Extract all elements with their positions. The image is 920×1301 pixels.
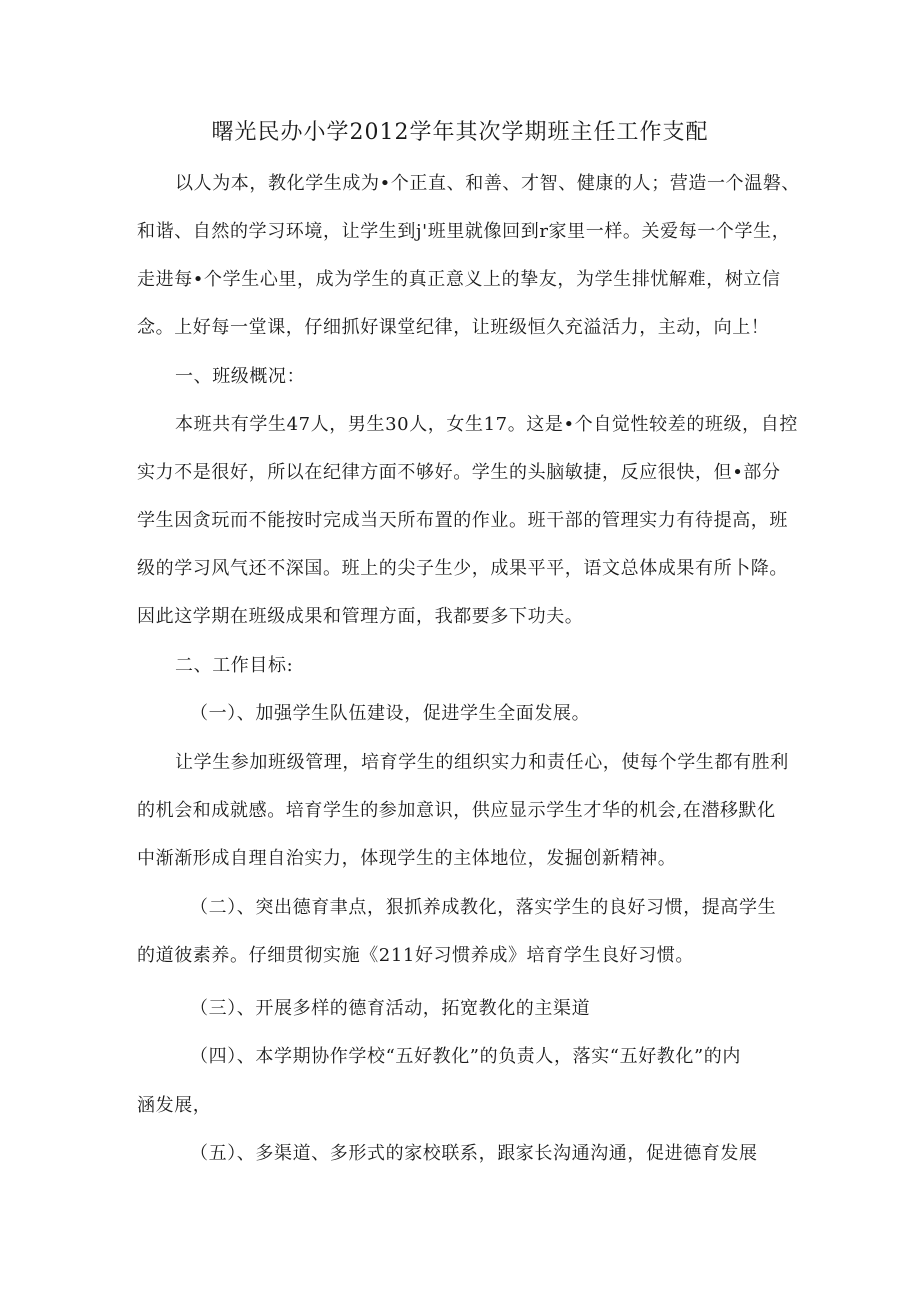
- text-line: 中渐渐形成自理自治实力，体现学生的主体地位，发掘创新精神。: [137, 848, 677, 869]
- text-line: 学生因贪玩而不能按时完成当天所布置的作业。班干部的管理实力有待提高，班: [137, 510, 788, 531]
- goal-item-5: （五）、多渠道、多形式的家校联系，跟家长沟通沟通，促进德育发展: [190, 1143, 758, 1164]
- text-line: 的机会和成就感。培育学生的参加意识，供应显示学生才华的机会,在潜移默化: [137, 800, 776, 821]
- document-title: 曙光民办小学2012学年其次学期班主任工作支配: [211, 120, 709, 145]
- text-line: 涵发展，: [137, 1095, 212, 1116]
- text-line: 本班共有学生47人，男生30人，女生17。这是•个自觉性较差的班级，自控: [175, 414, 798, 435]
- section-heading-class-overview: 一、班级概况：: [175, 366, 306, 387]
- text-line: 以人为本，教化学生成为•个正直、和善、才智、健康的人；营造一个温磐、: [175, 173, 801, 194]
- text-line: （二）、突出德育聿点，狠抓养成教化，落实学生的良好习惯，提高学生: [190, 897, 777, 918]
- text-line: 因此这学期在班级成果和管理方面，我都要多下功夫。: [137, 606, 584, 627]
- text-line: （四）、本学期协作学校“五好教化”的负责人，落实“五好教化”的内: [190, 1046, 742, 1067]
- text-line: 念。上好每一堂课，仔细抓好课堂纪律，让班级恒久充溢活力，主动，向上！: [137, 317, 770, 338]
- section-heading-work-goals: 二、工作目标:: [175, 655, 294, 676]
- text-line: 实力不是很好，所以在纪律方面不够好。学生的头脑敏捷，反应很快，但•部分: [137, 462, 781, 483]
- text-line: 走进每•个学生心里，成为学生的真正意义上的挚友，为学生排忧解难，树立信: [137, 269, 781, 290]
- text-line: 和谐、自然的学习环境，让学生到j'班里就像回到r家里一样。关爱每一个学生，: [137, 221, 791, 242]
- text-line: 级的学习风气还不深国。班上的尖子生少，成果平平，语文总体成果有所卜降。: [137, 558, 788, 579]
- goal-item-1-heading: （一）、加强学生队伍建设，促进学生全面发展。: [190, 703, 591, 724]
- text-line: 让学生参加班级管理，培育学生的组织实力和责任心，使每个学生都有胜利: [175, 752, 789, 773]
- goal-item-3: （三）、开展多样的德育活动，拓宽教化的主渠道: [190, 998, 591, 1019]
- text-line: 的道彼素养。仔细贯彻实施《211好习惯养成》培育学生良好习惯。: [137, 945, 694, 966]
